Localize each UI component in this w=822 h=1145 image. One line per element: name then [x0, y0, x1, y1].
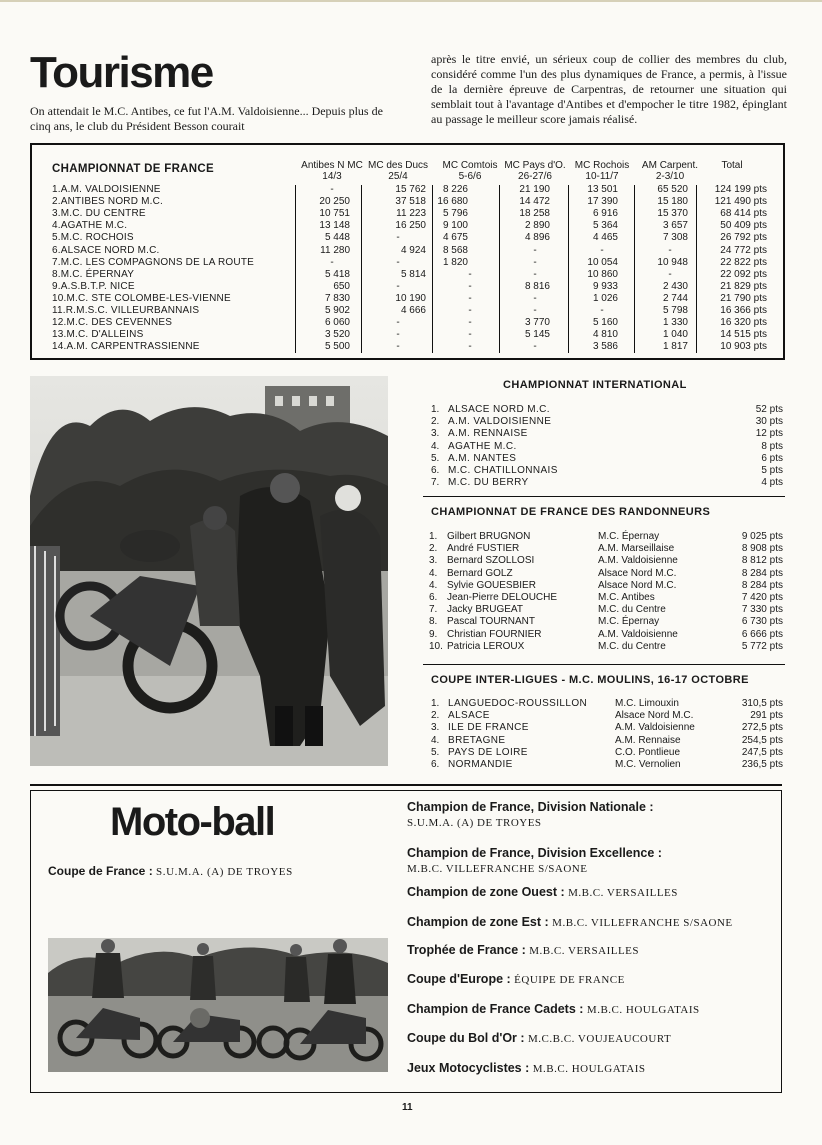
list-item: [0, 592, 822, 604]
award-label: Coupe du Bol d'Or :: [407, 1031, 525, 1045]
table-cell: 21 829 pts: [720, 280, 767, 292]
rider-name: Sylvie GOUESBIER: [447, 579, 536, 591]
rider-name: Bernard SZOLLOSI: [447, 555, 535, 567]
rank: 4.: [429, 567, 438, 579]
section-divider: [423, 496, 785, 497]
award-winner: M.C.B.C. VOUJEAUCOURT: [528, 1033, 672, 1045]
points: 7 330 pts: [741, 604, 783, 616]
rider-name: Pascal TOURNANT: [447, 616, 535, 628]
rank: 8.: [429, 616, 438, 628]
table-cell: 10 054: [587, 256, 618, 268]
column-header-name: Antibes N MC: [301, 160, 363, 171]
table-cell: 2 744: [662, 292, 688, 304]
club-name: C.O. Pontlieue: [615, 746, 681, 758]
list-item: [0, 747, 822, 759]
rank: 9.: [429, 628, 438, 640]
award-label: Champion de France, Division Excellence :: [407, 846, 662, 860]
table-cell: -: [668, 268, 672, 280]
table-cell: 13 148: [319, 220, 350, 232]
league-name: ILE DE FRANCE: [448, 722, 529, 734]
table-cell: -: [396, 329, 400, 341]
motoball-title: Moto-ball: [110, 800, 275, 844]
rider-name: Christian FOURNIER: [447, 628, 542, 640]
championnat-international-title: CHAMPIONNAT INTERNATIONAL: [503, 379, 687, 391]
points: 254,5 pts: [741, 734, 783, 746]
points: 30 pts: [755, 416, 783, 428]
club-name: A.M. Valdoisienne: [615, 722, 695, 734]
table-cell: 1 820: [442, 256, 468, 268]
points: 8 284 pts: [741, 579, 783, 591]
table-cell: -: [468, 341, 472, 353]
table-cell: -: [396, 280, 400, 292]
rank: 4.: [429, 579, 438, 591]
table-cell: 15 180: [657, 196, 688, 208]
club-name: 5.M.C. ROCHOIS: [52, 232, 134, 244]
list-item: [0, 465, 822, 477]
rank: 6.: [429, 592, 438, 603]
column-header-date: 25/4: [388, 171, 408, 182]
club-name: 2.ANTIBES NORD M.C.: [52, 196, 164, 208]
club-name: 10.M.C. STE COLOMBE-LES-VIENNE: [52, 292, 231, 304]
table-cell: 2 430: [662, 280, 688, 292]
rider-name: Jean-Pierre DELOUCHE: [447, 592, 558, 603]
rank: 2.: [429, 543, 438, 555]
table-cell: 6 916: [592, 208, 618, 220]
rank: 7.: [431, 477, 440, 489]
table-cell: 5 798: [662, 305, 688, 316]
table-cell: 1 330: [662, 317, 688, 329]
club-name: M.C. Épernay: [598, 531, 660, 542]
rank: 2.: [431, 416, 440, 428]
motoball-award: [407, 943, 777, 959]
randonneurs-title: CHAMPIONNAT DE FRANCE DES RANDONNEURS: [431, 506, 711, 518]
table-cell: 5 145: [524, 329, 550, 341]
column-header-name: AM Carpent.: [641, 160, 699, 171]
section-divider: [423, 664, 785, 665]
column-header-name: Total: [721, 160, 743, 171]
list-item: [0, 404, 822, 416]
club-name: A.M. Valdoisienne: [598, 555, 678, 567]
motoball-award: [407, 1061, 777, 1077]
motoball-award: [407, 885, 777, 901]
table-cell: 68 414 pts: [720, 208, 767, 220]
table-cell: -: [533, 256, 537, 268]
table-cell: 9 933: [592, 280, 618, 292]
column-header-date: 2-3/10: [655, 171, 685, 182]
points: 6 pts: [761, 452, 783, 464]
column-header-name: MC Rochois: [574, 160, 630, 171]
table-cell: -: [533, 244, 537, 256]
club-name: M.C. DU BERRY: [448, 477, 529, 489]
club-name: A.M. Rennaise: [615, 734, 681, 746]
table-cell: 3 586: [592, 341, 618, 353]
table-cell: -: [396, 341, 400, 353]
table-cell: 22 092 pts: [720, 268, 767, 280]
column-header-date: 10-11/7: [585, 171, 619, 182]
table-cell: 16 320 pts: [720, 317, 767, 329]
rider-name: André FUSTIER: [447, 543, 520, 555]
rank: 10.: [429, 640, 443, 652]
club-name: A.M. VALDOISIENNE: [448, 416, 552, 428]
club-name: M.C. du Centre: [598, 604, 666, 616]
column-header-date: 26-27/6: [518, 171, 552, 182]
table-row: [32, 293, 783, 305]
points: 291 pts: [750, 710, 783, 722]
table-cell: -: [533, 268, 537, 280]
rank: 1.: [431, 404, 440, 415]
rider-name: Patricia LEROUX: [447, 640, 525, 652]
club-name: 11.R.M.S.C. VILLEURBANNAIS: [52, 305, 200, 316]
table-cell: 14 472: [519, 196, 550, 208]
table-cell: 10 190: [395, 292, 426, 304]
rank: 4.: [431, 734, 440, 746]
table-cell: -: [533, 305, 537, 316]
table-cell: 4 465: [592, 232, 618, 244]
award-winner: M.B.C. HOULGATAIS: [532, 1063, 646, 1075]
table-cell: -: [468, 268, 472, 280]
page-top-rule: [0, 0, 822, 2]
club-name: A.M. Marseillaise: [598, 543, 675, 555]
table-cell: 13 501: [587, 184, 618, 195]
rider-name: Bernard GOLZ: [447, 567, 513, 579]
club-name: 4.AGATHE M.C.: [52, 220, 128, 232]
points: 8 284 pts: [741, 567, 783, 579]
table-cell: 15 762: [395, 184, 426, 195]
coupe-value: S.U.M.A. (A) DE TROYES: [156, 866, 293, 878]
award-label: Champion de France, Division Nationale :: [407, 800, 654, 814]
table-cell: -: [468, 317, 472, 329]
table-cell: 18 258: [519, 208, 550, 220]
points: 4 pts: [761, 477, 783, 489]
motoball-photo: [48, 938, 388, 1072]
club-name: Alsace Nord M.C.: [598, 579, 677, 591]
rank: 3.: [431, 722, 440, 734]
points: 12 pts: [755, 428, 783, 440]
club-name: 13.M.C. D'ALLEINS: [52, 329, 144, 341]
inter-ligues-title: COUPE INTER-LIGUES - M.C. MOULINS, 16-17 OCTOBRE: [431, 674, 749, 686]
award-winner: M.B.C. HOULGATAIS: [586, 1004, 700, 1016]
table-row: [32, 305, 783, 317]
intro-text-right: après le titre envié, un sérieux coup de collier des membres du club, considéré comme l'un des plus dynamiques de France, a permis, à l'issue de la dernière épreuve de Carpentras, de retourner une situation qui semblait tout à l'avantage d'Antibes et d'empocher le titre 1982, épinglant au passage le meilleur score jamais réalisé.: [431, 52, 787, 126]
table-cell: -: [396, 256, 400, 268]
table-cell: 37 518: [395, 196, 426, 208]
rank: 3.: [429, 555, 438, 567]
club-name: A.M. Valdoisienne: [598, 628, 678, 640]
rank: 6.: [431, 465, 440, 476]
list-item: [0, 759, 822, 771]
table-cell: 16 250: [395, 220, 426, 232]
club-name: Alsace Nord M.C.: [598, 567, 677, 579]
list-item: [0, 531, 822, 543]
club-name: 8.M.C. ÉPERNAY: [52, 268, 135, 280]
points: 9 025 pts: [741, 531, 783, 542]
motoball-award: [407, 800, 777, 831]
points: 5 772 pts: [741, 640, 783, 652]
award-label: Coupe d'Europe :: [407, 972, 511, 986]
list-item: [0, 722, 822, 734]
table-cell: 6 060: [324, 317, 350, 329]
table-cell: 65 520: [657, 184, 688, 195]
table-cell: 5 160: [592, 317, 618, 329]
award-label: Champion de zone Est :: [407, 915, 549, 929]
points: 8 pts: [761, 440, 783, 452]
league-name: NORMANDIE: [448, 759, 513, 770]
list-item: [0, 453, 822, 465]
club-name: M.C. CHATILLONNAIS: [448, 465, 558, 476]
table-cell: 24 772 pts: [720, 244, 767, 256]
table-row: [32, 208, 783, 220]
motoball-coupe-de-france: [48, 864, 293, 878]
table-cell: 5 448: [324, 232, 350, 244]
table-cell: 11 223: [396, 208, 426, 220]
table-cell: 10 751: [319, 208, 350, 220]
points: 272,5 pts: [741, 722, 783, 734]
club-name: 1.A.M. VALDOISIENNE: [52, 184, 161, 195]
award-label: Trophée de France :: [407, 943, 526, 957]
award-winner: M.B.C. VILLEFRANCHE S/SAONE: [407, 863, 588, 875]
list-item: [0, 428, 822, 440]
club-name: 12.M.C. DES CEVENNES: [52, 317, 173, 329]
table-cell: 5 418: [324, 268, 350, 280]
club-name: ALSACE NORD M.C.: [448, 404, 550, 415]
club-name: M.C. Antibes: [598, 592, 655, 603]
table-row: [32, 196, 783, 208]
table-cell: -: [468, 292, 472, 304]
list-item: [0, 543, 822, 555]
table-cell: -: [468, 280, 472, 292]
table-cell: 50 409 pts: [720, 220, 767, 232]
table-cell: 17 390: [587, 196, 618, 208]
award-label: Champion de zone Ouest :: [407, 885, 565, 899]
table-cell: 10 903 pts: [720, 341, 767, 353]
club-name: A.M. RENNAISE: [448, 428, 528, 440]
table-cell: 5 500: [324, 341, 350, 353]
table-cell: -: [330, 256, 334, 268]
league-name: BRETAGNE: [448, 734, 506, 746]
table-cell: 8 226: [442, 184, 468, 195]
rider-name: Jacky BRUGEAT: [447, 604, 523, 616]
table-cell: -: [600, 244, 604, 256]
column-header-date: 14/3: [322, 171, 342, 182]
table-cell: -: [600, 305, 604, 316]
motoball-award: [407, 846, 777, 877]
club-name: 14.A.M. CARPENTRASSIENNE: [52, 341, 200, 353]
table-cell: 5 814: [400, 268, 426, 280]
rank: 5.: [431, 452, 440, 464]
table-cell: 7 830: [324, 292, 350, 304]
intro-text-left: On attendait le M.C. Antibes, ce fut l'A.M. Valdoisienne... Depuis plus de cinq ans, le club du Président Besson courait: [30, 104, 383, 133]
list-item: [0, 580, 822, 592]
list-item: [0, 616, 822, 628]
table-cell: 22 822 pts: [720, 256, 767, 268]
column-header: [692, 160, 772, 171]
rider-name: Gilbert BRUGNON: [447, 531, 531, 542]
club-name: AGATHE M.C.: [448, 440, 517, 452]
points: 310,5 pts: [741, 698, 783, 709]
table-row: [32, 281, 783, 293]
club-name: 6.ALSACE NORD M.C.: [52, 244, 160, 256]
list-item: [0, 698, 822, 710]
table-row: [32, 184, 783, 196]
points: 5 pts: [761, 465, 783, 476]
points: 6 666 pts: [741, 628, 783, 640]
motoball-award: [407, 1031, 777, 1047]
list-item: [0, 604, 822, 616]
rank: 2.: [431, 710, 440, 722]
motoball-award: [407, 972, 777, 988]
table-cell: 124 199 pts: [714, 184, 767, 195]
table-cell: 15 370: [657, 208, 688, 220]
list-item: [0, 477, 822, 489]
table-cell: 3 770: [524, 317, 550, 329]
table-row: [32, 329, 783, 341]
award-winner: M.B.C. VILLEFRANCHE S/SAONE: [552, 917, 733, 929]
table-cell: -: [668, 244, 672, 256]
table-row: [32, 269, 783, 281]
column-header-name: MC Pays d'O.: [504, 160, 566, 171]
page-title: Tourisme: [30, 48, 213, 97]
section-separator: [30, 784, 782, 786]
rank: 4.: [431, 440, 440, 452]
table-cell: 3 657: [662, 220, 688, 232]
club-name: M.C. Vernolien: [615, 759, 681, 770]
table-cell: 16 680: [437, 196, 468, 208]
table-cell: -: [533, 292, 537, 304]
table-row: [32, 341, 783, 353]
table-cell: -: [396, 317, 400, 329]
table-cell: 4 666: [400, 305, 426, 316]
club-name: M.C. Limouxin: [615, 698, 679, 709]
league-name: ALSACE: [448, 710, 490, 722]
table-cell: 1 817: [662, 341, 688, 353]
table-cell: 5 902: [324, 305, 350, 316]
award-winner: M.B.C. VERSAILLES: [529, 945, 640, 957]
points: 6 730 pts: [741, 616, 783, 628]
points: 8 812 pts: [741, 555, 783, 567]
rank: 1.: [429, 531, 438, 542]
table-cell: -: [468, 305, 472, 316]
club-name: M.C. Épernay: [598, 616, 660, 628]
table-cell: -: [330, 184, 334, 195]
table-cell: 121 490 pts: [714, 196, 767, 208]
table-cell: 16 366 pts: [720, 305, 767, 316]
club-name: 9.A.S.B.T.P. NICE: [52, 280, 135, 292]
award-label: Jeux Motocyclistes :: [407, 1061, 530, 1075]
list-item: [0, 416, 822, 428]
table-cell: 2 890: [524, 220, 550, 232]
club-name: 7.M.C. LES COMPAGNONS DE LA ROUTE: [52, 256, 255, 268]
rank: 1.: [431, 698, 440, 709]
award-label: Champion de France Cadets :: [407, 1002, 584, 1016]
list-item: [0, 710, 822, 722]
championnat-france-title: CHAMPIONNAT DE FRANCE: [52, 163, 214, 175]
table-cell: 10 860: [587, 268, 618, 280]
rank: 7.: [429, 604, 438, 616]
table-cell: 9 100: [442, 220, 468, 232]
list-item: [0, 568, 822, 580]
club-name: A.M. NANTES: [448, 452, 517, 464]
table-cell: 8 568: [442, 244, 468, 256]
table-cell: 3 520: [324, 329, 350, 341]
table-cell: 4 810: [592, 329, 618, 341]
table-cell: 7 308: [662, 232, 688, 244]
list-item: [0, 735, 822, 747]
motoball-award: [407, 915, 777, 931]
column-header-date: 5-6/6: [458, 171, 482, 182]
championnat-france-table: [30, 143, 785, 360]
motoball-award: [407, 1002, 777, 1018]
rank: 5.: [431, 746, 440, 758]
table-row: [32, 245, 783, 257]
table-row: [32, 257, 783, 269]
table-cell: 26 792 pts: [720, 232, 767, 244]
table-cell: 14 515 pts: [720, 329, 767, 341]
table-cell: 8 816: [524, 280, 550, 292]
list-item: [0, 555, 822, 567]
league-name: LANGUEDOC-ROUSSILLON: [448, 698, 588, 709]
table-cell: 20 250: [319, 196, 350, 208]
club-name: 3.M.C. DU CENTRE: [52, 208, 146, 220]
column-header-name: MC des Ducs: [367, 160, 428, 171]
points: 7 420 pts: [741, 592, 783, 603]
club-name: M.C. du Centre: [598, 640, 666, 652]
coupe-label: Coupe de France :: [48, 864, 153, 878]
table-cell: 21 790 pts: [720, 292, 767, 304]
table-cell: 10 948: [657, 256, 688, 268]
table-cell: -: [396, 232, 400, 244]
table-cell: 4 675: [442, 232, 468, 244]
points: 8 908 pts: [741, 543, 783, 555]
table-row: [32, 220, 783, 232]
page-number: 11: [402, 1102, 413, 1113]
table-cell: 1 026: [592, 292, 618, 304]
table-cell: 650: [333, 280, 350, 292]
list-item: [0, 629, 822, 641]
table-cell: 5 364: [592, 220, 618, 232]
points: 236,5 pts: [741, 759, 783, 770]
table-cell: 11 280: [320, 244, 350, 256]
table-cell: 5 796: [442, 208, 468, 220]
table-cell: 4 924: [400, 244, 426, 256]
table-cell: 21 190: [519, 184, 550, 195]
table-cell: -: [468, 329, 472, 341]
table-cell: 4 896: [524, 232, 550, 244]
rank: 3.: [431, 428, 440, 440]
column-header-name: MC Comtois: [442, 160, 498, 171]
table-row: [32, 232, 783, 244]
points: 247,5 pts: [741, 746, 783, 758]
list-item: [0, 641, 822, 653]
award-winner: S.U.M.A. (A) DE TROYES: [407, 817, 542, 829]
points: 52 pts: [755, 404, 783, 415]
league-name: PAYS DE LOIRE: [448, 746, 528, 758]
column-header: [358, 160, 438, 182]
rank: 6.: [431, 759, 440, 770]
award-winner: M.B.C. VERSAILLES: [568, 887, 678, 899]
table-row: [32, 317, 783, 329]
club-name: Alsace Nord M.C.: [615, 710, 694, 722]
table-cell: 1 040: [662, 329, 688, 341]
table-cell: -: [533, 341, 537, 353]
list-item: [0, 441, 822, 453]
award-winner: ÉQUIPE DE FRANCE: [514, 974, 625, 986]
